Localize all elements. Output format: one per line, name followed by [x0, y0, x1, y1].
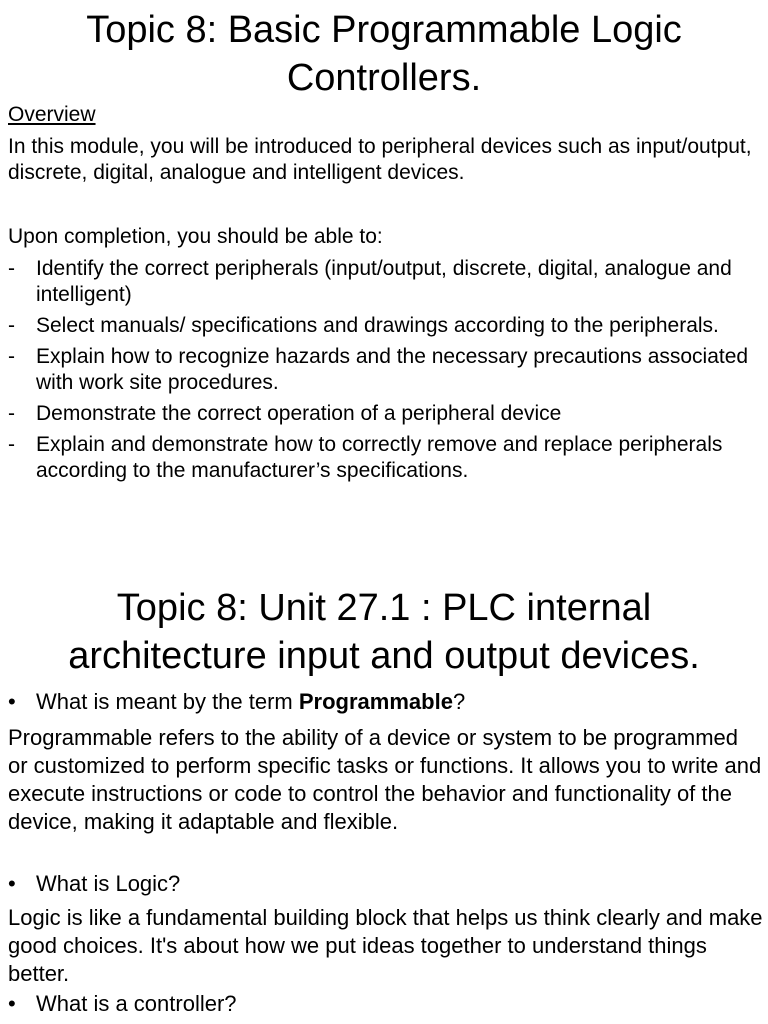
topic-title-line-1: Topic 8: Basic Programmable Logic — [86, 9, 682, 51]
question-logic — [8, 870, 763, 898]
unit-title-line-2: architecture input and output devices. — [68, 635, 700, 677]
dash-bullet-icon: - — [8, 433, 15, 456]
learning-outcome-text: Explain how to recognize hazards and the necessary precautions associated with work site procedures. — [36, 345, 749, 394]
dash-bullet-icon: - — [8, 257, 15, 280]
dash-bullet-icon: - — [8, 314, 15, 337]
learning-outcome-item — [8, 256, 763, 308]
round-bullet-icon: • — [8, 991, 16, 1016]
learning-outcome-text: Explain and demonstrate how to correctly remove and replace peripherals according to the manufacturer’s specifications. — [36, 433, 723, 482]
question-text: What is a controller? — [36, 991, 237, 1016]
learning-outcomes-list — [8, 256, 763, 489]
answer-programmable: Programmable refers to the ability of a device or system to be programmed or customized to perform specific tasks or functions. It allows you to write and execute instructions or code to control the behavior and functionality of the device, making it adaptable and flexible. — [8, 725, 762, 834]
learning-outcome-text: Identify the correct peripherals (input/output, discrete, digital, analogue and intelligent) — [36, 257, 732, 306]
dash-bullet-icon: - — [8, 345, 15, 368]
round-bullet-icon: • — [8, 871, 16, 896]
unit-title-line-1: Topic 8: Unit 27.1 : PLC internal — [116, 587, 652, 629]
overview-heading: Overview — [8, 103, 96, 126]
question-bold-term: Programmable — [298, 689, 453, 714]
learning-outcome-item — [8, 313, 763, 339]
round-bullet-icon: • — [8, 689, 16, 714]
topic-title-line-2: Controllers. — [286, 57, 482, 99]
question-text: What is Logic? — [36, 871, 181, 896]
overview-paragraph: In this module, you will be introduced to peripheral devices such as input/output, discrete, digital, analogue and intelligent devices. — [8, 135, 752, 184]
topic-title — [0, 6, 768, 102]
learning-outcome-text: Demonstrate the correct operation of a peripheral device — [36, 402, 562, 425]
learning-outcome-item — [8, 401, 763, 427]
learning-outcome-item — [8, 344, 763, 396]
completion-intro: Upon completion, you should be able to: — [8, 225, 383, 248]
learning-outcome-text: Select manuals/ specifications and drawings according to the peripherals. — [36, 314, 719, 337]
question-programmable — [8, 688, 763, 716]
question-prefix: What is meant by the term — [36, 689, 299, 714]
answer-logic: Logic is like a fundamental building block that helps us think clearly and make good choices. It's about how we put ideas together to understand things better. — [8, 905, 763, 986]
unit-title — [0, 584, 768, 680]
question-suffix: ? — [452, 689, 466, 714]
dash-bullet-icon: - — [8, 402, 15, 425]
question-controller — [8, 990, 763, 1018]
learning-outcome-item — [8, 432, 763, 484]
